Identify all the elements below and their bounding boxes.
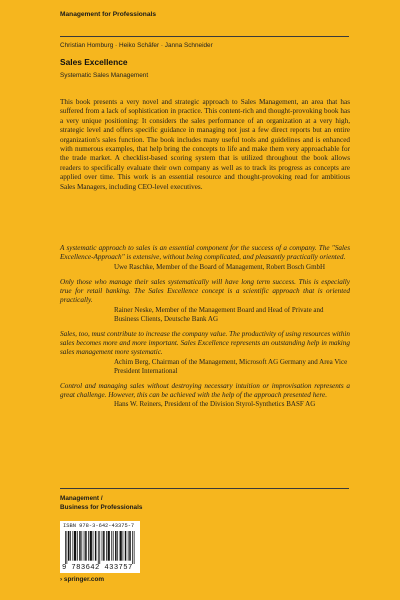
- endorsements: [60, 244, 350, 416]
- series-label: Management for Professionals: [60, 11, 156, 18]
- endorsement: [60, 278, 350, 324]
- endorsement-source: Achim Berg, Chairman of the Management, Microsoft AG Germany and Area Vice President International: [114, 357, 348, 375]
- endorsement: [60, 244, 350, 272]
- book-subtitle: Systematic Sales Management: [60, 72, 149, 79]
- series-name-line-2: Business for Professionals: [60, 504, 143, 511]
- endorsement-text: Only those who manage their sales systematically will have long term success. This is especially true for retail banking. The Sales Excellence concept is a scientific approach that is oriented practically.: [60, 277, 350, 305]
- barcode-bars-icon: [65, 531, 136, 564]
- isbn-label: ISBN 978-3-642-43375-7: [63, 523, 135, 529]
- barcode-digits: 9 783642 433757: [62, 564, 133, 572]
- endorsement: [60, 330, 350, 376]
- book-description: This book presents a very novel and strategic approach to Sales Management, an area that has suffered from a lack of sophistication in practice. This content-rich and thought-provoking book has a very unique positioning: It considers the sales performance of an organization at a very high, strategic level and offers specific guidance in managing not just a few direct reports but an entire organization's sales function. The book includes many useful tools and guidelines and is enhanced with numerous examples, that help bring the concepts to life and make them very approachable for the trade market. A checklist-based scoring system that is utilized throughout the book allows readers to specifically evaluate their own company as well as to track its progress as concepts are applied over time. This work is an essential resource and thought-provoking read for ambitious Sales Managers, including CEO-level executives.: [60, 98, 350, 191]
- series-name-line-1: Management /: [60, 495, 103, 502]
- endorsement-source: Hans W. Reiners, President of the Division Styrol-Synthetics BASF AG: [114, 400, 316, 409]
- book-title: Sales Excellence: [60, 57, 128, 67]
- endorsement-source: Uwe Raschke, Member of the Board of Management, Robert Bosch GmbH: [114, 262, 326, 271]
- endorsement-text: Control and managing sales without destroying necessary intuition or improvisation represents a great challenge. However, this can be achieved with the help of the approach presented here.: [60, 381, 350, 400]
- top-divider: [60, 36, 349, 37]
- endorsement-text: A systematic approach to sales is an essential component for the success of a company. The "Sales Excellence-Approach" is extensive, without being complicated, and pleasantly practically oriented.: [60, 244, 350, 262]
- series-name: [60, 494, 142, 512]
- barcode: [60, 521, 140, 573]
- endorsement-source: Rainer Neske, Member of the Management Board and Head of Private and Business Clients, Deutsche Bank AG: [114, 305, 324, 323]
- authors: Christian Homburg · Heiko Schäfer · Janna Schneider: [60, 42, 213, 49]
- endorsement: [60, 382, 350, 410]
- endorsement-text: Sales, too, must contribute to increase the company value. The productivity of using resources within sales becomes more and more important. Sales Excellence represents an outstanding help in making sales management more systematic.: [60, 329, 350, 357]
- bottom-divider: [60, 488, 349, 489]
- publisher-website[interactable]: › springer.com: [60, 576, 105, 583]
